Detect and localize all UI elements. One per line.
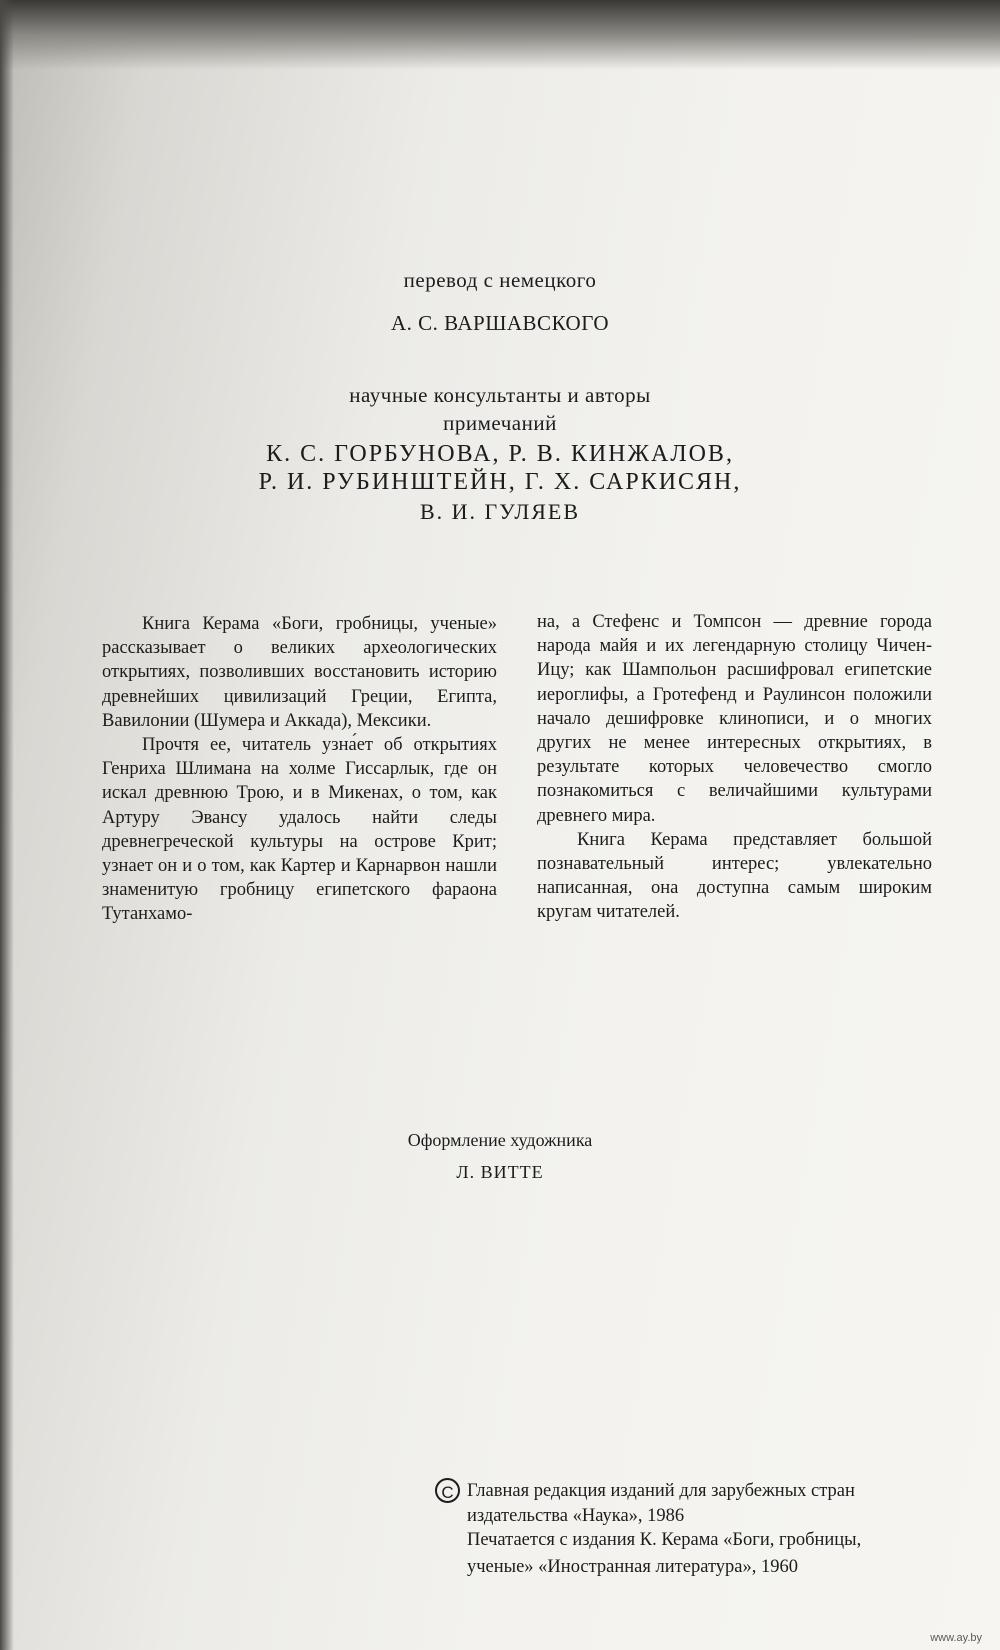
consultants-heading-continued: примечаний [443,411,557,435]
publisher-line: издательства «Наука», 1986 [467,1506,685,1526]
translator-name: А. С. ВАРШАВСКОГО [391,311,609,335]
consultants-names-line: К. С. ГОРБУНОВА, Р. В. КИНЖАЛОВ, [266,441,734,467]
design-heading: Оформление художника [407,1130,593,1150]
copyright-block [435,1478,990,1529]
consultants-names-line: В. И. ГУЛЯЕВ [419,499,581,524]
annotation-paragraph: на, а Стефенс и Томпсон — древние города народа майя и их легендарную столицу Чичен-Ицу; как Шампольон расшифровал египетские иероглифы, а Гротефенд и Раулинсон положили начало дешифровке клинописи, и о многих других не менее интересных открытиях, в результате которых человечество смогло познакомиться с величайшими культурами древнего мира. [537,612,932,826]
annotation-paragraph: Прочтя ее, читатель узна́ет об открытиях Генриха Шлимана на холме Гиссарлык, где он искал древнюю Трою, и в Микенах, о том, как Артуру Эвансу удалось найти следы древнегреческой культуры на острове Крит; узнает он и о том, как Картер и Карнарвон нашли знаменитую гробницу египетского фараона Тутанхамо- [102,735,497,925]
annotation-right-column [537,610,932,925]
watermark: www.ay.by [930,1632,982,1644]
annotation-left-column [102,612,497,927]
translation-heading: перевод с немецкого [403,268,597,292]
reprint-line: Печатается с издания К. Керама «Боги, гробницы, [467,1530,862,1550]
reprint-note [467,1527,987,1581]
consultants-heading: научные консультанты и авторы [349,383,651,407]
copyright-icon: C [435,1478,460,1503]
reprint-line: ученые» «Иностранная литература», 1960 [467,1557,798,1577]
publisher-line: Главная редакция изданий для зарубежных стран [467,1481,855,1501]
consultants-names-line: Р. И. РУБИНШТЕЙН, Г. Х. САРКИСЯН, [258,469,742,495]
annotation-paragraph: Книга Керама «Боги, гробницы, ученые» рассказывает о великих археологических открытиях, позволивших восстановить историю древнейших цивилизаций Греции, Египта, Вавилонии (Шумера и Аккада), Мексики. [102,614,497,731]
artist-name: Л. ВИТТЕ [456,1162,544,1182]
annotation-paragraph: Книга Керама представляет большой познавательный интерес; увлекательно написанная, она доступна самым широким кругам читателей. [537,829,932,923]
